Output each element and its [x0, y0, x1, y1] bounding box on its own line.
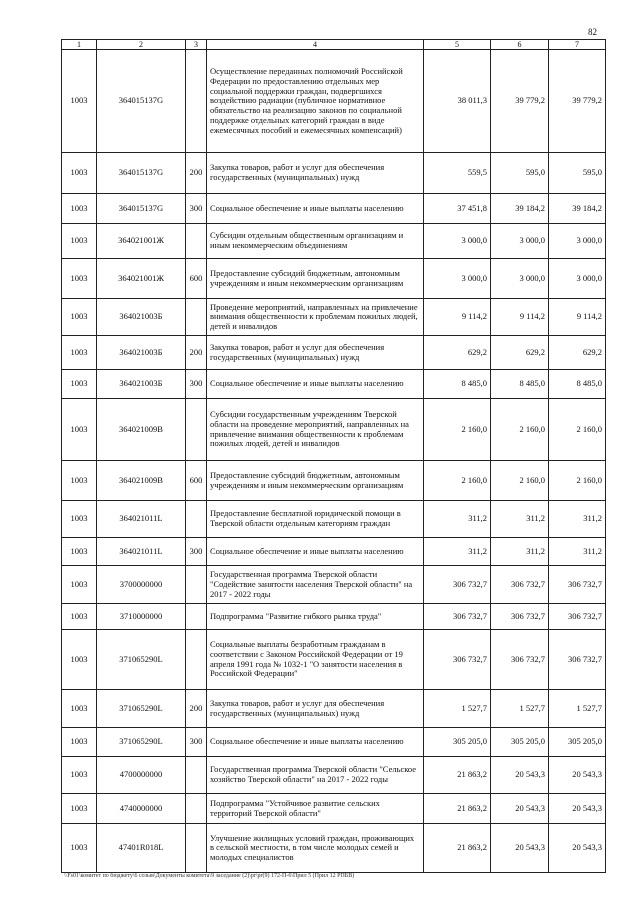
col-header: 5 — [424, 40, 491, 50]
amount-2019-cell: 20 543,3 — [549, 794, 606, 824]
amount-2019-cell: 8 485,0 — [549, 370, 606, 399]
amount-2019-cell: 3 000,0 — [549, 224, 606, 259]
description-cell: Социальное обеспечение и иные выплаты населению — [207, 728, 424, 757]
vr-cell: 200 — [186, 336, 207, 370]
amount-2018-cell: 2 160,0 — [491, 461, 549, 501]
table-row — [62, 153, 606, 194]
amount-2019-cell: 1 527,7 — [549, 690, 606, 728]
amount-2019-cell: 2 160,0 — [549, 461, 606, 501]
code-cell: 364021011L — [97, 501, 186, 538]
amount-2019-cell: 311,2 — [549, 501, 606, 538]
section-cell: 1003 — [62, 336, 97, 370]
table-row — [62, 50, 606, 153]
vr-cell — [186, 630, 207, 690]
amount-2017-cell: 559,5 — [424, 153, 491, 194]
amount-2018-cell: 311,2 — [491, 538, 549, 566]
code-cell: 364015137G — [97, 194, 186, 224]
amount-2017-cell: 9 114,2 — [424, 299, 491, 336]
code-cell: 364015137G — [97, 153, 186, 194]
footer-file-path: \\Fs01\комитет по бюджету\6 созыв\Документы комитета\9 заседание (2)\pr\pr(9) 172-П-6\Прил 5 (Прил 12 РПБВ) — [64, 873, 355, 879]
vr-cell: 300 — [186, 538, 207, 566]
amount-2017-cell: 306 732,7 — [424, 630, 491, 690]
section-cell: 1003 — [62, 728, 97, 757]
table-row — [62, 399, 606, 461]
description-cell: Закупка товаров, работ и услуг для обеспечения государственных (муниципальных) нужд — [207, 336, 424, 370]
col-header: 2 — [97, 40, 186, 50]
section-cell: 1003 — [62, 690, 97, 728]
table-row — [62, 757, 606, 794]
vr-cell — [186, 50, 207, 153]
amount-2018-cell: 305 205,0 — [491, 728, 549, 757]
code-cell: 364021009В — [97, 461, 186, 501]
code-cell: 371065290L — [97, 690, 186, 728]
section-cell: 1003 — [62, 538, 97, 566]
code-cell: 47401R018L — [97, 824, 186, 873]
table-row — [62, 336, 606, 370]
amount-2019-cell: 20 543,3 — [549, 824, 606, 873]
section-cell: 1003 — [62, 399, 97, 461]
table-row — [62, 630, 606, 690]
table-row — [62, 538, 606, 566]
amount-2019-cell: 9 114,2 — [549, 299, 606, 336]
col-header: 7 — [549, 40, 606, 50]
amount-2019-cell: 595,0 — [549, 153, 606, 194]
amount-2017-cell: 2 160,0 — [424, 461, 491, 501]
amount-2018-cell: 20 543,3 — [491, 757, 549, 794]
amount-2017-cell: 3 000,0 — [424, 259, 491, 299]
table-row — [62, 728, 606, 757]
amount-2018-cell: 39 779,2 — [491, 50, 549, 153]
code-cell: 4740000000 — [97, 794, 186, 824]
table-row — [62, 224, 606, 259]
description-cell: Субсидии государственным учреждениям Тверской области на проведение мероприятий, направленных на привлечение внимания общественности к проблемам пожилых людей, детей и инвалидов — [207, 399, 424, 461]
table-row — [62, 501, 606, 538]
vr-cell — [186, 824, 207, 873]
amount-2017-cell: 311,2 — [424, 538, 491, 566]
section-cell: 1003 — [62, 794, 97, 824]
description-cell: Социальное обеспечение и иные выплаты населению — [207, 538, 424, 566]
amount-2017-cell: 37 451,8 — [424, 194, 491, 224]
section-cell: 1003 — [62, 757, 97, 794]
amount-2018-cell: 595,0 — [491, 153, 549, 194]
description-cell: Подпрограмма "Устойчивое развитие сельских территорий Тверской области" — [207, 794, 424, 824]
amount-2017-cell: 8 485,0 — [424, 370, 491, 399]
vr-cell: 200 — [186, 690, 207, 728]
table-row — [62, 370, 606, 399]
section-cell: 1003 — [62, 194, 97, 224]
amount-2017-cell: 306 732,7 — [424, 566, 491, 604]
amount-2019-cell: 305 205,0 — [549, 728, 606, 757]
page-number: 82 — [588, 27, 597, 37]
amount-2019-cell: 311,2 — [549, 538, 606, 566]
vr-cell: 300 — [186, 370, 207, 399]
code-cell: 364021003Б — [97, 336, 186, 370]
code-cell: 3700000000 — [97, 566, 186, 604]
description-cell: Предоставление субсидий бюджетным, автономным учреждениям и иным некоммерческим организациям — [207, 259, 424, 299]
amount-2018-cell: 20 543,3 — [491, 824, 549, 873]
amount-2018-cell: 39 184,2 — [491, 194, 549, 224]
vr-cell — [186, 757, 207, 794]
vr-cell: 600 — [186, 259, 207, 299]
amount-2019-cell: 629,2 — [549, 336, 606, 370]
description-cell: Социальное обеспечение и иные выплаты населению — [207, 194, 424, 224]
code-cell: 364021003Б — [97, 299, 186, 336]
amount-2018-cell: 311,2 — [491, 501, 549, 538]
code-cell: 364021003Б — [97, 370, 186, 399]
amount-2019-cell: 306 732,7 — [549, 604, 606, 630]
col-header: 6 — [491, 40, 549, 50]
amount-2017-cell: 1 527,7 — [424, 690, 491, 728]
amount-2017-cell: 306 732,7 — [424, 604, 491, 630]
amount-2018-cell: 3 000,0 — [491, 259, 549, 299]
table-row — [62, 259, 606, 299]
code-cell: 364021001Ж — [97, 259, 186, 299]
section-cell: 1003 — [62, 501, 97, 538]
amount-2017-cell: 38 011,3 — [424, 50, 491, 153]
amount-2018-cell: 306 732,7 — [491, 566, 549, 604]
code-cell: 364015137G — [97, 50, 186, 153]
code-cell: 364021009В — [97, 399, 186, 461]
section-cell: 1003 — [62, 224, 97, 259]
code-cell: 4700000000 — [97, 757, 186, 794]
description-cell: Закупка товаров, работ и услуг для обеспечения государственных (муниципальных) нужд — [207, 153, 424, 194]
amount-2017-cell: 629,2 — [424, 336, 491, 370]
amount-2018-cell: 2 160,0 — [491, 399, 549, 461]
vr-cell — [186, 299, 207, 336]
amount-2019-cell: 2 160,0 — [549, 399, 606, 461]
col-header: 4 — [207, 40, 424, 50]
amount-2019-cell: 3 000,0 — [549, 259, 606, 299]
amount-2019-cell: 306 732,7 — [549, 566, 606, 604]
section-cell: 1003 — [62, 153, 97, 194]
amount-2018-cell: 629,2 — [491, 336, 549, 370]
amount-2017-cell: 2 160,0 — [424, 399, 491, 461]
col-header: 1 — [62, 40, 97, 50]
vr-cell — [186, 501, 207, 538]
code-cell: 364021001Ж — [97, 224, 186, 259]
vr-cell — [186, 794, 207, 824]
description-cell: Предоставление бесплатной юридической помощи в Тверской области отдельным категориям граждан — [207, 501, 424, 538]
description-cell: Государственная программа Тверской области "Содействие занятости населения Тверской области" на 2017 - 2022 годы — [207, 566, 424, 604]
code-cell: 364021011L — [97, 538, 186, 566]
table-row — [62, 194, 606, 224]
amount-2018-cell: 20 543,3 — [491, 794, 549, 824]
section-cell: 1003 — [62, 259, 97, 299]
vr-cell — [186, 399, 207, 461]
table-row — [62, 299, 606, 336]
amount-2018-cell: 8 485,0 — [491, 370, 549, 399]
table-row — [62, 794, 606, 824]
description-cell: Закупка товаров, работ и услуг для обеспечения государственных (муниципальных) нужд — [207, 690, 424, 728]
section-cell: 1003 — [62, 370, 97, 399]
amount-2017-cell: 3 000,0 — [424, 224, 491, 259]
section-cell: 1003 — [62, 604, 97, 630]
col-header: 3 — [186, 40, 207, 50]
amount-2018-cell: 306 732,7 — [491, 604, 549, 630]
vr-cell — [186, 604, 207, 630]
amount-2019-cell: 20 543,3 — [549, 757, 606, 794]
section-cell: 1003 — [62, 50, 97, 153]
amount-2017-cell: 305 205,0 — [424, 728, 491, 757]
section-cell: 1003 — [62, 461, 97, 501]
section-cell: 1003 — [62, 824, 97, 873]
description-cell: Государственная программа Тверской области "Сельское хозяйство Тверской области" на 2017 - 2022 годы — [207, 757, 424, 794]
amount-2017-cell: 21 863,2 — [424, 794, 491, 824]
table-row — [62, 461, 606, 501]
description-cell: Осуществление переданных полномочий Российской Федерации по предоставлению отдельных мер социальной поддержки граждан, подвергшихся воздействию радиации (публичное нормативное обязательство на реализацию законов по социальной поддержке отдельных категорий граждан в виде ежемесячных пособий и ежемесячных компенсаций) — [207, 50, 424, 153]
description-cell: Социальное обеспечение и иные выплаты населению — [207, 370, 424, 399]
amount-2018-cell: 9 114,2 — [491, 299, 549, 336]
description-cell: Предоставление субсидий бюджетным, автономным учреждениям и иным некоммерческим организациям — [207, 461, 424, 501]
amount-2019-cell: 39 779,2 — [549, 50, 606, 153]
amount-2019-cell: 306 732,7 — [549, 630, 606, 690]
section-cell: 1003 — [62, 630, 97, 690]
amount-2018-cell: 3 000,0 — [491, 224, 549, 259]
vr-cell: 300 — [186, 728, 207, 757]
vr-cell — [186, 224, 207, 259]
table-row — [62, 604, 606, 630]
code-cell: 3710000000 — [97, 604, 186, 630]
description-cell: Проведение мероприятий, направленных на привлечение внимания общественности к проблемам пожилых людей, детей и инвалидов — [207, 299, 424, 336]
vr-cell: 200 — [186, 153, 207, 194]
amount-2018-cell: 306 732,7 — [491, 630, 549, 690]
section-cell: 1003 — [62, 566, 97, 604]
table-row — [62, 566, 606, 604]
budget-table — [61, 39, 606, 873]
table-row — [62, 690, 606, 728]
amount-2019-cell: 39 184,2 — [549, 194, 606, 224]
vr-cell: 300 — [186, 194, 207, 224]
code-cell: 371065290L — [97, 630, 186, 690]
section-cell: 1003 — [62, 299, 97, 336]
code-cell: 371065290L — [97, 728, 186, 757]
vr-cell: 600 — [186, 461, 207, 501]
amount-2018-cell: 1 527,7 — [491, 690, 549, 728]
table-header-row — [62, 40, 606, 50]
amount-2017-cell: 21 863,2 — [424, 757, 491, 794]
description-cell: Улучшение жилищных условий граждан, проживающих в сельской местности, в том числе молодых семей и молодых специалистов — [207, 824, 424, 873]
vr-cell — [186, 566, 207, 604]
table-row — [62, 824, 606, 873]
amount-2017-cell: 311,2 — [424, 501, 491, 538]
description-cell: Подпрограмма "Развитие гибкого рынка труда" — [207, 604, 424, 630]
description-cell: Социальные выплаты безработным гражданам в соответствии с Законом Российской Федерации от 19 апреля 1991 года № 1032-1 "О занятости населения в Российской Федерации" — [207, 630, 424, 690]
description-cell: Субсидии отдельным общественным организациям и иным некоммерческим объединениям — [207, 224, 424, 259]
amount-2017-cell: 21 863,2 — [424, 824, 491, 873]
